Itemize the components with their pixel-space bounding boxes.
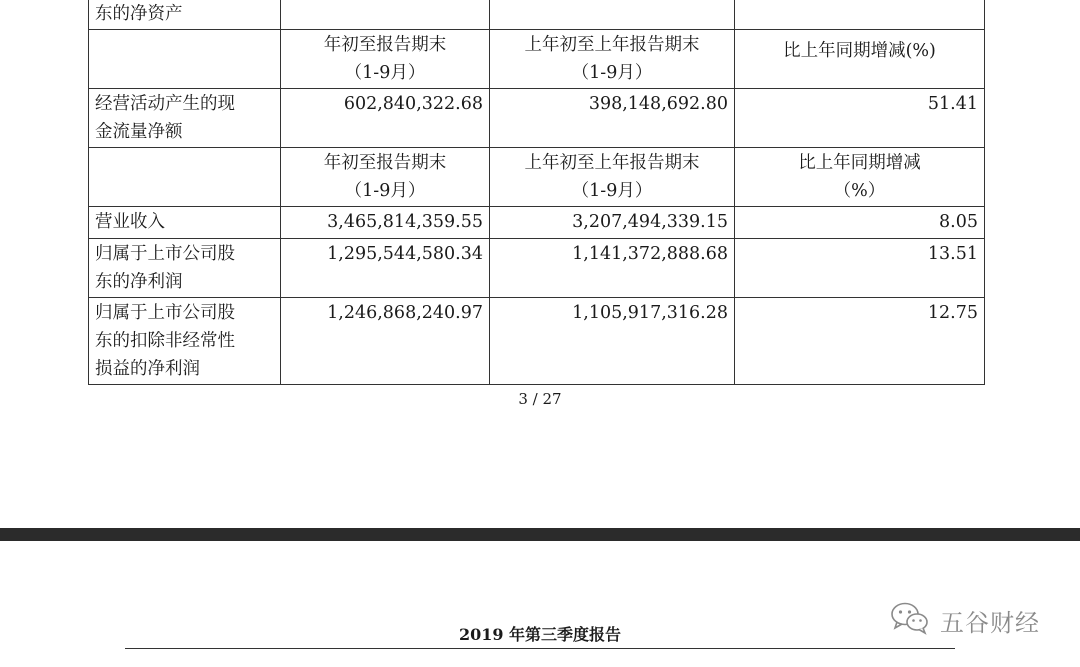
value-current: 3,465,814,359.55 — [281, 207, 490, 239]
page-number: 3 / 27 — [518, 390, 562, 408]
value-change: 12.75 — [735, 298, 985, 385]
watermark-text: 五谷财经 — [940, 608, 1040, 637]
table-cell — [89, 148, 281, 207]
table-cell — [735, 0, 985, 30]
row-label: 营业收入 — [89, 207, 281, 239]
row-label: 归属于上市公司股 东的净利润 — [89, 239, 281, 298]
table-header-row — [89, 148, 985, 207]
title-underline — [125, 648, 955, 649]
value-change: 51.41 — [735, 89, 985, 148]
table-row — [89, 89, 985, 148]
row-label-text: 东的净资产 — [95, 4, 183, 24]
table-header-row — [89, 30, 985, 89]
table-cell — [89, 30, 281, 89]
row-label — [89, 0, 281, 30]
value-previous: 398,148,692.80 — [490, 89, 735, 148]
page-divider — [0, 528, 1080, 541]
next-page-title: 2019 年第三季度报告 — [458, 625, 622, 644]
value-change: 13.51 — [735, 239, 985, 298]
table-cell — [281, 0, 490, 30]
table-row — [89, 207, 985, 239]
header-previous-period: 上年初至上年报告期末 （1-9月） — [490, 148, 735, 207]
table-row — [89, 298, 985, 385]
value-current: 1,295,544,580.34 — [281, 239, 490, 298]
value-current: 602,840,322.68 — [281, 89, 490, 148]
header-yoy-change: 比上年同期增减 （%） — [735, 148, 985, 207]
header-yoy-change: 比上年同期增减(%) — [735, 30, 985, 89]
table-row — [89, 239, 985, 298]
header-current-period: 年初至报告期末 （1-9月） — [281, 30, 490, 89]
financial-data-table — [88, 0, 985, 385]
value-change: 8.05 — [735, 207, 985, 239]
value-previous: 1,141,372,888.68 — [490, 239, 735, 298]
header-previous-period: 上年初至上年报告期末 （1-9月） — [490, 30, 735, 89]
table-row — [89, 0, 985, 30]
value-current: 1,246,868,240.97 — [281, 298, 490, 385]
row-label: 归属于上市公司股 东的扣除非经常性 损益的净利润 — [89, 298, 281, 385]
value-previous: 1,105,917,316.28 — [490, 298, 735, 385]
row-label: 经营活动产生的现 金流量净额 — [89, 89, 281, 148]
value-previous: 3,207,494,339.15 — [490, 207, 735, 239]
table-cell — [490, 0, 735, 30]
header-current-period: 年初至报告期末 （1-9月） — [281, 148, 490, 207]
